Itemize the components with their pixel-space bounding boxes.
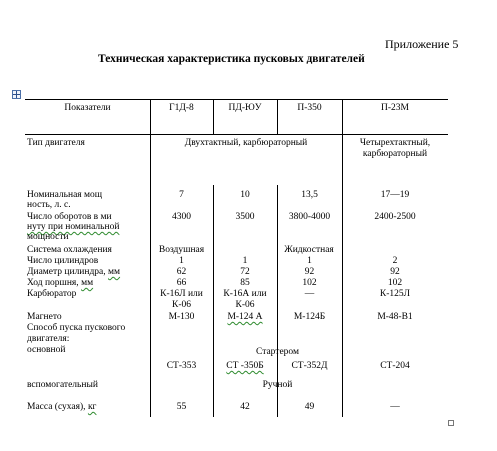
cylinders-col-1: 1	[179, 256, 184, 266]
magneto-col-4: М-48-В1	[377, 312, 413, 322]
power-col-3: 13,5	[301, 190, 318, 200]
rpm-col-3: 3800-4000	[288, 212, 331, 222]
row-start-label-line1: Способ пуска пускового	[27, 323, 126, 333]
row-rpm-label-line3: мощности	[27, 232, 69, 242]
carb-col-4: К-125Л	[379, 289, 411, 299]
row-rpm-label-line2: нуту при номинальной	[27, 222, 120, 232]
stroke-col-1: 66	[176, 278, 187, 288]
header-col-3: П-350	[297, 103, 322, 113]
stroke-col-4: 102	[387, 278, 403, 288]
magneto-col-3: М-124Б	[293, 312, 326, 322]
engine-type-four-stroke-line1: Четырехтактный,	[359, 138, 431, 148]
table-top-border	[25, 99, 448, 100]
power-col-1: 7	[179, 190, 184, 200]
diameter-col-3: 92	[304, 267, 315, 277]
row-mass-label	[27, 402, 96, 413]
starter-col-1: СТ-353	[166, 361, 197, 371]
cylinders-col-3: 1	[307, 256, 312, 266]
row-power-label-line1: Номинальная мощ	[27, 190, 103, 200]
carb-col-2-line2: К-06	[235, 300, 255, 310]
magneto-col-2: М-124 А	[227, 312, 263, 322]
row-power-label-line2: ность, л. с.	[27, 200, 71, 210]
stroke-col-3: 102	[302, 278, 317, 288]
row-diameter-label	[27, 267, 120, 278]
cylinders-col-4: 2	[392, 256, 398, 266]
diameter-col-4: 92	[390, 267, 400, 277]
table-move-handle-icon[interactable]	[12, 90, 21, 99]
starter-col-2: СТ -350Б	[226, 361, 264, 371]
mass-label-text: Масса (сухая),	[27, 402, 88, 412]
table-header-border	[25, 134, 448, 135]
start-starter: Стартером	[255, 347, 300, 357]
header-col-4: П-23М	[381, 103, 409, 113]
header-param: Показатели	[64, 103, 111, 113]
stroke-col-2: 85	[240, 278, 250, 288]
diameter-col-1: 62	[176, 267, 187, 277]
row-cylinders-label: Число цилиндров	[27, 256, 99, 266]
mass-label-unit: кг	[87, 402, 97, 412]
engine-type-two-stroke: Двухтактный, карбюраторный	[184, 138, 308, 148]
row-start-aux-label: вспомогательный	[27, 380, 98, 390]
row-rpm-label-line1: Число оборотов в ми	[27, 212, 112, 222]
cooling-liquid: Жидкостная	[284, 245, 334, 255]
rpm-col-2: 3500	[235, 212, 255, 222]
start-manual: Ручной	[262, 380, 293, 390]
rpm-col-1: 4300	[172, 212, 191, 222]
stroke-label-unit: мм	[81, 278, 94, 288]
header-col-2: ПД-ЮУ	[228, 103, 262, 113]
diameter-label-text: Диаметр цилиндра,	[27, 267, 109, 277]
carb-col-1-line1: К-16Л или	[160, 289, 203, 299]
magneto-col-1: М-130	[168, 312, 195, 322]
header-col-1: Г1Д-8	[169, 103, 194, 113]
mass-col-4: —	[390, 402, 400, 412]
power-col-4: 17—19	[380, 190, 410, 200]
starter-col-4: СТ-204	[380, 361, 410, 371]
row-stroke-label	[27, 278, 93, 289]
page-title: Техническая характеристика пусковых двигателей	[98, 53, 365, 65]
table-resize-handle-icon[interactable]	[448, 420, 454, 426]
cylinders-col-2: 1	[242, 256, 248, 266]
carb-col-1-line2: К-06	[172, 300, 191, 310]
mass-col-2: 42	[240, 402, 250, 412]
appendix-label: Приложение 5	[385, 37, 459, 51]
diameter-col-2: 72	[240, 267, 250, 277]
row-cooling-label: Система охлаждения	[27, 245, 112, 255]
mass-col-1: 55	[176, 402, 187, 412]
rpm-col-4: 2400-2500	[374, 212, 416, 222]
row-start-label-line2: двигателя:	[27, 334, 70, 344]
carb-col-2-line1: К-16А или	[223, 289, 267, 299]
row-magneto-label: Магнето	[27, 312, 62, 322]
row-carb-label: Карбюратор	[27, 289, 77, 299]
power-col-2: 10	[240, 190, 250, 200]
row-engine-type-label: Тип двигателя	[27, 138, 85, 148]
row-start-main-label: основной	[27, 345, 66, 355]
diameter-label-unit: мм	[108, 267, 121, 277]
stroke-label-text: Ход поршня,	[27, 278, 82, 288]
cooling-air: Воздушная	[158, 245, 205, 255]
engine-type-four-stroke-line2: карбюраторный	[362, 149, 428, 159]
starter-col-3: СТ-352Д	[291, 361, 328, 371]
mass-col-3: 49	[304, 402, 315, 412]
carb-col-3: —	[304, 289, 315, 299]
